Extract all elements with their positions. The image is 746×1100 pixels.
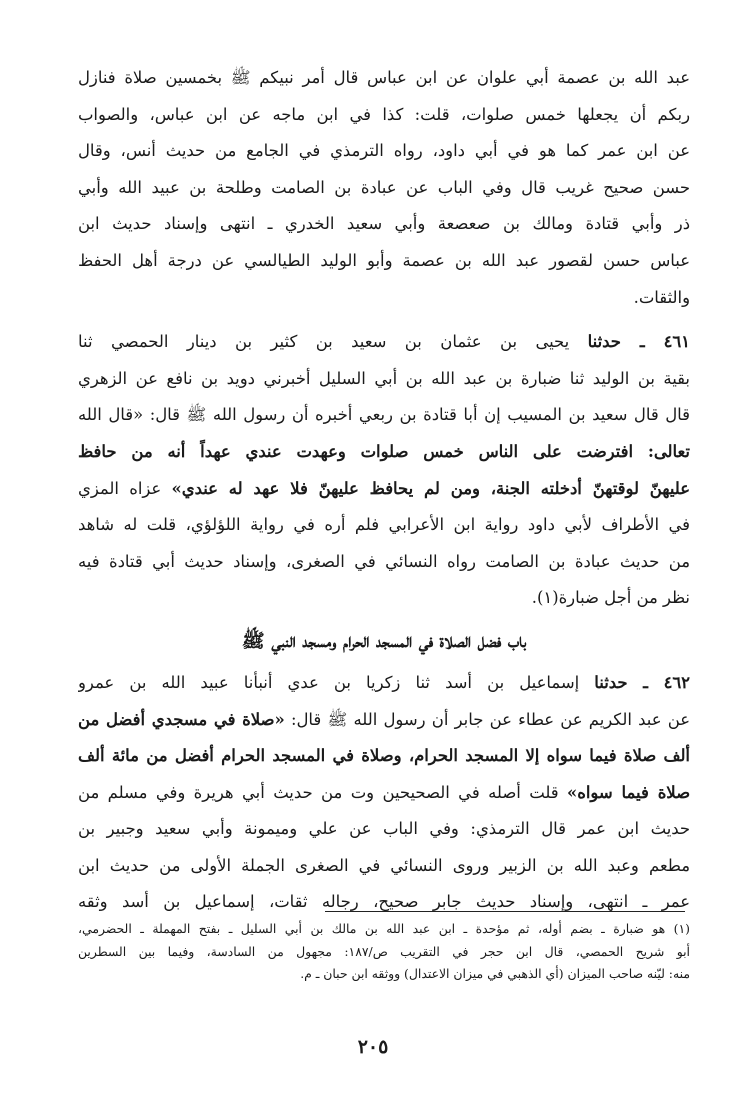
text-line: ربكم أن يجعلها خمس صلوات، قلت: كذا في ابن ماجه عن ابن عباس، والصواب <box>78 104 690 124</box>
footnote-line: أبو شريح الحمصي، قال ابن حجر في التقريب ص/١٨٧: مجهول من السادسة، وفيما بين السطرين <box>78 943 690 959</box>
hadith-text-line: تعالى: افترضت على الناس خمس صلوات وعهدت عندي عهداً أنه من حافظ <box>78 441 690 461</box>
hadith-quote: صلاة فيما سواه» <box>567 782 690 802</box>
text-line: من حديث عبادة بن الصامت رواه النسائي في الصغرى، وإسناد حديث أبي قتادة فيه <box>78 551 690 571</box>
hadith-text-line: ألف صلاة فيما سواه إلا المسجد الحرام، وصلاة في المسجد الحرام أفضل من مائة ألف <box>78 746 690 766</box>
text-line: عن ابن عمر كما هو في أبي داود، رواه الترمذي في الجامع من حديث أنس، وقال <box>78 141 690 161</box>
hadith-quote: «صلاة في مسجدي أفضل من <box>78 709 285 729</box>
hadith-text-line <box>78 471 690 508</box>
text-line: قال قال سعيد بن المسيب إن أبا قتادة بن ربعي أخبره أن رسول الله ﷺ قال: «قال الله <box>78 405 690 425</box>
hadith-chain: يحيى بن عثمان بن سعيد بن كثير بن دينار الحمصي ثنا <box>78 332 570 352</box>
hadith-quote: عليهنّ لوقتهنّ أدخلته الجنة، ومن لم يحافظ عليهنّ فلا عهد له عندي» <box>171 478 690 498</box>
commentary: عزاه المزي <box>78 478 172 498</box>
text-line: عباس حسن لقصور عبد الله بن عصمة وأبو الوليد الطيالسي عن درجة أهل الحفظ <box>78 250 690 270</box>
hadith-462-first-line <box>78 665 690 702</box>
text-line: مطعم وعبد الله بن الزبير وروى النسائي في الصغرى الجملة الأولى من حديث ابن <box>78 855 690 875</box>
chapter-heading: باب فضل الصلاة في المسجد الحرام ومسجد النبي ﷺ <box>241 629 527 652</box>
text-line: حسن صحيح غريب قال وفي الباب عن عبادة بن الصامت وطلحة بن عبيد الله وأبي <box>78 177 690 197</box>
footnote-line: منه: ليّنه صاحب الميزان (أي الذهبي في ميزان الاعتدال) ووثقه ابن حبان ـ م. <box>300 966 690 981</box>
hadith-text-line <box>78 702 690 739</box>
footnotes <box>78 918 690 986</box>
text-line: حديث ابن عمر قال الترمذي: وفي الباب عن علي وميمونة وأبي سعيد وجبير بن <box>78 819 690 839</box>
text-line: في الأطراف لأبي داود رواية ابن الأعرابي فلم أره في رواية اللؤلؤي، قلت له شاهد <box>78 515 690 535</box>
footnote-line: (١) هو ضبارة ـ بضم أوله، ثم مؤحدة ـ ابن عبد الله بن مالك بن أبي السليل ـ بفتح المهملة ـ الحضرمي، <box>78 921 690 936</box>
hadith-461-first-line <box>78 324 690 361</box>
text-line: بقية بن الوليد ثنا ضبارة بن عبد الله بن أبي السليل أخبرني دويد بن نافع عن الزهري <box>78 368 690 388</box>
hadith-number-label: ٤٦١ ـ حدثنا <box>587 332 690 352</box>
main-text <box>78 60 690 921</box>
text-line: نظر من أجل ضبارة(١). <box>531 588 690 608</box>
text-line: عمر ـ انتهى، وإسناد حديث جابر صحيح، رجاله ثقات، إسماعيل بن أسد وثقه <box>78 892 690 912</box>
text-line: والثقات. <box>633 287 690 307</box>
hadith-text-line <box>78 775 690 812</box>
hadith-chain: عن عبد الكريم عن عطاء عن جابر أن رسول الله ﷺ قال: <box>284 709 690 729</box>
page-number: ٢٠٥ <box>357 1036 389 1058</box>
commentary: قلت أصله في الصحيحين وت من حديث أبي هريرة وفي مسلم من <box>78 782 568 802</box>
text-line: عبد الله بن عصمة أبي علوان عن ابن عباس قال أمر نبيكم ﷺ بخمسين صلاة فنازل <box>78 68 690 87</box>
footnote-divider <box>325 911 685 912</box>
hadith-number-label: ٤٦٢ ـ حدثنا <box>594 672 690 692</box>
text-line: ذر وأبي قتادة ومالك بن صعصعة وأبي سعيد الخدري ـ انتهى وإسناد حديث ابن <box>78 214 690 234</box>
hadith-chain: إسماعيل بن أسد ثنا زكريا بن عدي أنبأنا عبيد الله بن عمرو <box>78 672 580 692</box>
